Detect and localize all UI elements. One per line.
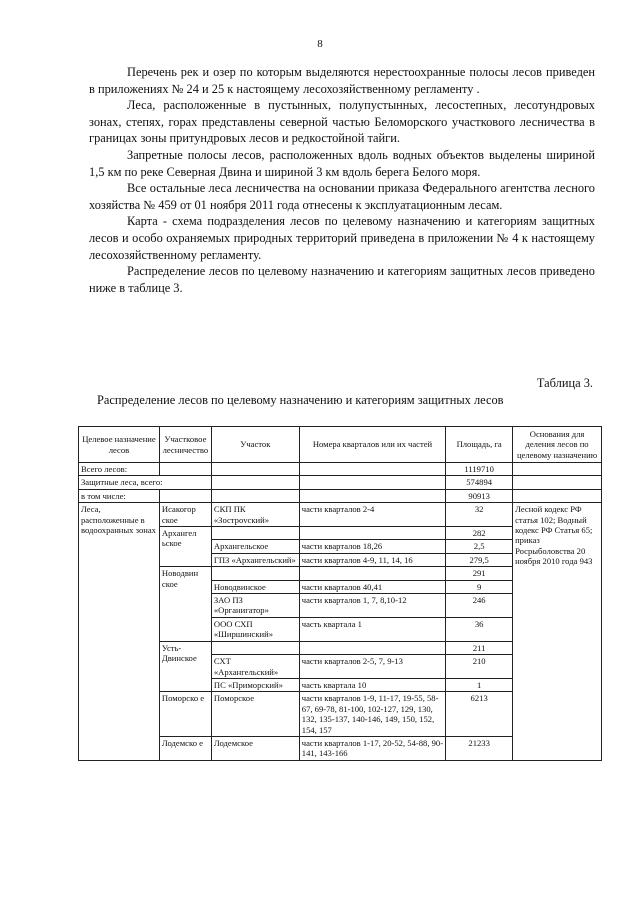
table-row	[79, 503, 602, 527]
area-cell: 36	[446, 617, 513, 641]
section-cell: Лодемское	[211, 736, 299, 760]
district-cell: Новодвин ское	[159, 567, 211, 641]
paragraph: Леса, расположенные в пустынных, полупустынных, лесостепных, лесотундровых зонах, степях, горах представлены северной частью Беломорского участкового лесничества в границах зоны притундровых лесов и редкостойной тайги.	[89, 98, 595, 146]
area-cell: 9	[446, 580, 513, 593]
section-cell: ЗАО ПЗ «Органигатор»	[211, 594, 299, 618]
district-cell: Лодемско е	[159, 736, 211, 760]
area-cell: 6213	[446, 692, 513, 737]
subtotal-cell: 291	[446, 567, 513, 580]
table-row	[79, 476, 602, 489]
section-cell: ООО СХП «Ширшинский»	[211, 617, 299, 641]
body-text	[89, 64, 595, 296]
section-cell: Поморское	[211, 692, 299, 737]
area-cell: 279,5	[446, 553, 513, 566]
section-cell: Архангельское	[211, 540, 299, 553]
including-label: в том числе:	[79, 489, 160, 502]
section-cell: ГПЗ «Архангельский»	[211, 553, 299, 566]
paragraph: Перечень рек и озер по которым выделяются нерестоохранные полосы лесов приведен в приложениях № 24 и 25 к настоящему лесохозяйственному регламенту .	[89, 65, 595, 96]
protective-value: 574894	[446, 476, 513, 489]
quarters-cell: части кварталов 1-9, 11-17, 19-55, 58-67, 69-78, 81-100, 102-127, 129, 130, 132, 135-137, 140-146, 149, 150, 152, 154, 157	[299, 692, 445, 737]
header-area: Площадь, га	[446, 427, 513, 463]
area-cell: 1	[446, 678, 513, 691]
section-cell: СХТ «Архангельский»	[211, 655, 299, 679]
quarters-cell: части кварталов 40,41	[299, 580, 445, 593]
quarters-cell: часть квартала 10	[299, 678, 445, 691]
paragraph: Распределение лесов по целевому назначению и категориям защитных лесов приведено ниже в таблице 3.	[89, 264, 595, 295]
section-cell: ПС «Приморский»	[211, 678, 299, 691]
area-cell: 32	[446, 503, 513, 527]
quarters-cell: часть квартала 1	[299, 617, 445, 641]
table-number: Таблица 3.	[536, 376, 593, 390]
district-cell: Исакогор ское	[159, 503, 211, 527]
district-cell: Архангел ьское	[159, 527, 211, 567]
paragraph: Карта - схема подразделения лесов по целевому назначению и категориям защитных лесов и особо охраняемых природных территорий приведена в приложении № 4 к настоящему лесохозяйственному регламенту.	[89, 214, 595, 262]
header-quarters: Номера кварталов или их частей	[299, 427, 445, 463]
water-zone-label: Леса, расположенные в водоохранных зонах	[79, 503, 160, 761]
area-cell: 246	[446, 594, 513, 618]
header-section: Участок	[211, 427, 299, 463]
page-number: 8	[317, 38, 323, 50]
district-cell: Поморско е	[159, 692, 211, 737]
section-cell: Новодвинское	[211, 580, 299, 593]
protective-label: Защитные леса, всего:	[79, 476, 212, 489]
table-row	[79, 489, 602, 502]
table-header-row	[79, 427, 602, 463]
quarters-cell: части кварталов 2-5, 7, 9-13	[299, 655, 445, 679]
table-row	[79, 463, 602, 476]
quarters-cell: части кварталов 1, 7, 8,10-12	[299, 594, 445, 618]
quarters-cell: части кварталов 4-9, 11, 14, 16	[299, 553, 445, 566]
table-title: Распределение лесов по целевому назначению и категориям защитных лесов	[97, 393, 504, 407]
paragraph: Запретные полосы лесов, расположенных вдоль водных объектов выделены шириной 1,5 км по реке Северная Двина и шириной 3 км вдоль берега Белого моря.	[89, 147, 595, 179]
total-value: 1119710	[446, 463, 513, 476]
subtotal-cell: 211	[446, 641, 513, 654]
area-cell: 21233	[446, 736, 513, 760]
quarters-cell: части кварталов 18,26	[299, 540, 445, 553]
quarters-cell: части кварталов 2-4	[299, 503, 445, 527]
forest-distribution-table	[78, 426, 602, 761]
header-basis: Основания для деления лесов по целевому назначению	[513, 427, 602, 463]
district-cell: Усть-Двинское	[159, 641, 211, 692]
quarters-cell: части кварталов 1-17, 20-52, 54-88, 90-141, 143-166	[299, 736, 445, 760]
area-cell: 2,5	[446, 540, 513, 553]
including-value: 90913	[446, 489, 513, 502]
header-district: Участковое лесничество	[159, 427, 211, 463]
basis-cell: Лесной кодекс РФ статья 102; Водный кодекс РФ Статья 65; приказ Росрыболовства 20 ноября 2010 года 943	[513, 503, 602, 761]
area-cell: 210	[446, 655, 513, 679]
section-cell: СКП ПК «Зострovский»	[211, 503, 299, 527]
total-label: Всего лесов:	[79, 463, 160, 476]
paragraph: Все остальные леса лесничества на основании приказа Федерального агентства лесного хозяйства № 459 от 01 ноября 2011 года отнесены к эксплуатационным лесам.	[89, 181, 595, 212]
header-purpose: Целевое назначение лесов	[79, 427, 160, 463]
subtotal-cell: 282	[446, 527, 513, 540]
